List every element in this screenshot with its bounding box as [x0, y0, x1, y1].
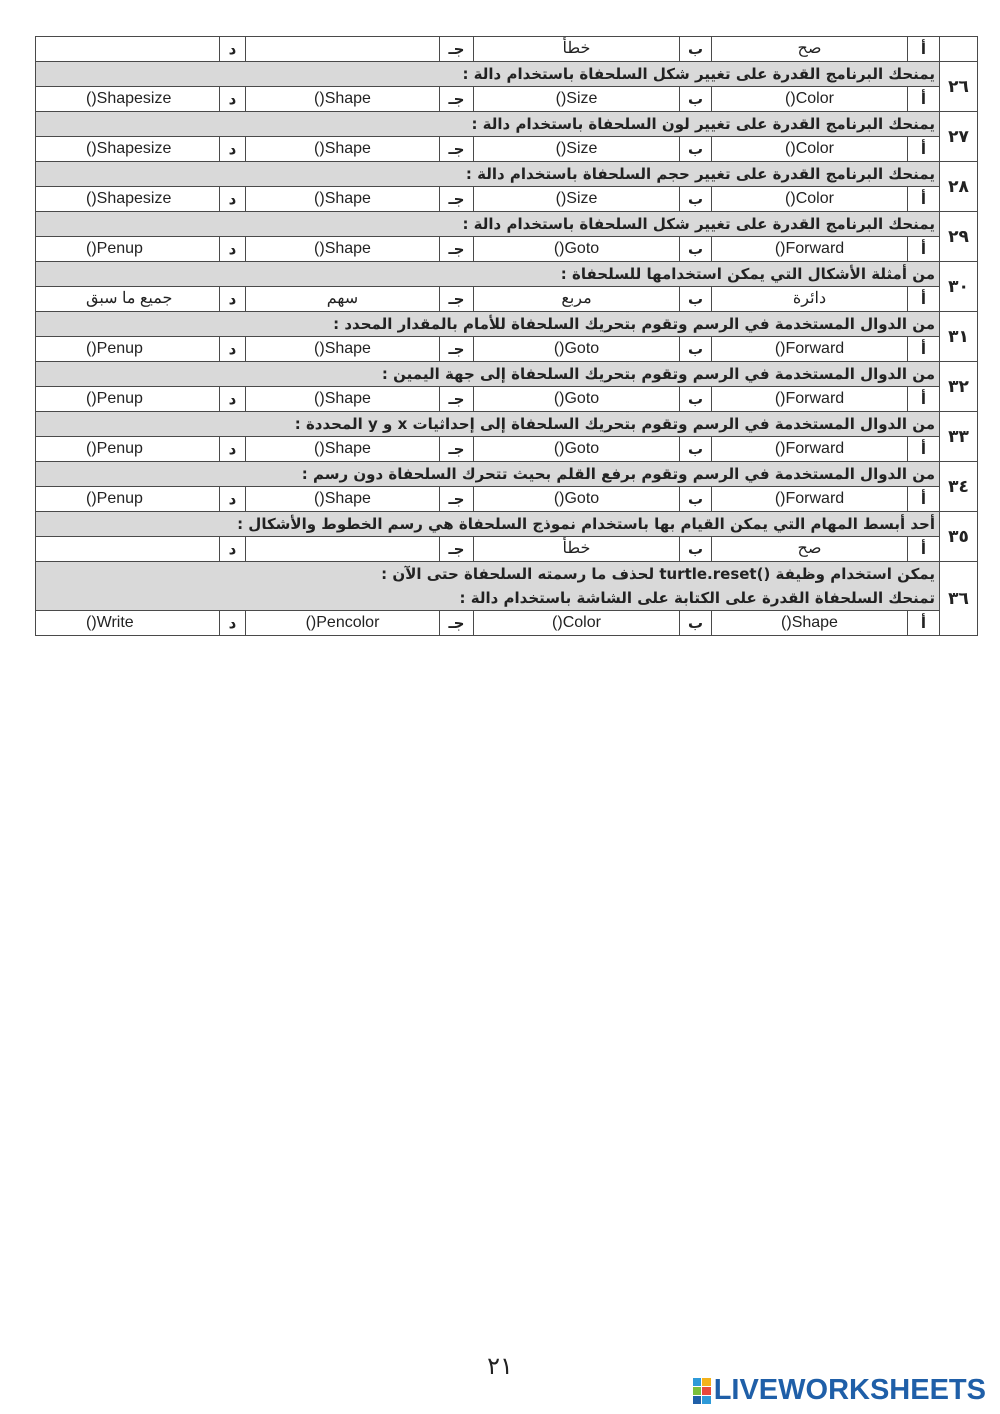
- option-label-a: أ: [908, 87, 940, 112]
- option-label-a: أ: [908, 187, 940, 212]
- option-label-a: أ: [908, 487, 940, 512]
- options-row: [36, 437, 978, 462]
- question-number: ٣٤: [940, 462, 978, 512]
- question-row: [36, 412, 978, 437]
- option-d[interactable]: Write(): [36, 611, 220, 636]
- question-number: [940, 37, 978, 62]
- options-row: [36, 337, 978, 362]
- question-text-line: تمنحك السلحفاة القدرة على الكتابة على الشاشة باستخدام دالة :: [459, 589, 935, 607]
- option-label-b: ب: [680, 187, 712, 212]
- option-c[interactable]: Shape(): [246, 187, 440, 212]
- options-row: [36, 87, 978, 112]
- option-c[interactable]: Shape(): [246, 387, 440, 412]
- question-number: ٣٠: [940, 262, 978, 312]
- liveworksheets-logo-icon: [693, 1378, 711, 1404]
- options-row: [36, 487, 978, 512]
- option-c[interactable]: Shape(): [246, 487, 440, 512]
- question-row: [36, 312, 978, 337]
- option-label-d: د: [220, 487, 246, 512]
- option-label-c: جـ: [440, 37, 474, 62]
- options-row: [36, 611, 978, 636]
- question-text: [36, 162, 940, 187]
- question-text: [36, 212, 940, 237]
- option-label-d: د: [220, 187, 246, 212]
- option-label-c: جـ: [440, 611, 474, 636]
- question-row: [36, 362, 978, 387]
- question-number: ٢٧: [940, 112, 978, 162]
- option-c[interactable]: سهم: [246, 287, 440, 312]
- option-d[interactable]: Penup(): [36, 437, 220, 462]
- question-row: [36, 62, 978, 87]
- option-label-a: أ: [908, 37, 940, 62]
- option-d[interactable]: Penup(): [36, 387, 220, 412]
- option-d[interactable]: Shapesize(): [36, 87, 220, 112]
- option-d[interactable]: Shapesize(): [36, 187, 220, 212]
- option-b[interactable]: Goto(): [474, 487, 680, 512]
- option-a[interactable]: Forward(): [712, 487, 908, 512]
- option-label-d: د: [220, 237, 246, 262]
- option-b[interactable]: Size(): [474, 137, 680, 162]
- question-text: [36, 62, 940, 87]
- question-text-line: يمنحك البرنامج القدرة على تغيير شكل السلحفاة باستخدام دالة :: [462, 65, 935, 83]
- question-number: ٣٦: [940, 562, 978, 636]
- option-c[interactable]: [246, 37, 440, 62]
- option-label-b: ب: [680, 237, 712, 262]
- question-text: [36, 112, 940, 137]
- option-a[interactable]: صح: [712, 37, 908, 62]
- option-c[interactable]: [246, 537, 440, 562]
- options-row: [36, 537, 978, 562]
- option-label-a: أ: [908, 437, 940, 462]
- option-c[interactable]: Shape(): [246, 87, 440, 112]
- question-row: [36, 512, 978, 537]
- question-row: [36, 112, 978, 137]
- option-label-b: ب: [680, 437, 712, 462]
- option-d[interactable]: [36, 37, 220, 62]
- question-text-line: من الدوال المستخدمة في الرسم وتقوم بتحريك السلحفاة إلى جهة اليمين :: [381, 365, 935, 383]
- option-b[interactable]: خطأ: [474, 537, 680, 562]
- option-c[interactable]: Shape(): [246, 437, 440, 462]
- option-c[interactable]: Shape(): [246, 237, 440, 262]
- question-text-line: من الدوال المستخدمة في الرسم وتقوم برفع القلم بحيث تتحرك السلحفاة دون رسم :: [301, 465, 935, 483]
- option-d[interactable]: [36, 537, 220, 562]
- option-label-b: ب: [680, 137, 712, 162]
- option-label-d: د: [220, 437, 246, 462]
- option-label-a: أ: [908, 611, 940, 636]
- option-a[interactable]: Forward(): [712, 437, 908, 462]
- option-label-a: أ: [908, 287, 940, 312]
- question-text-line: يمنحك البرنامج القدرة على تغيير شكل السلحفاة باستخدام دالة :: [462, 215, 935, 233]
- option-d[interactable]: Penup(): [36, 237, 220, 262]
- options-row: [36, 287, 978, 312]
- option-label-d: د: [220, 37, 246, 62]
- option-a[interactable]: دائرة: [712, 287, 908, 312]
- option-label-c: جـ: [440, 487, 474, 512]
- question-row: [36, 562, 978, 611]
- option-label-d: د: [220, 287, 246, 312]
- option-b[interactable]: Size(): [474, 187, 680, 212]
- brand-name: LIVEWORKSHEETS: [713, 1374, 986, 1406]
- option-b[interactable]: Goto(): [474, 387, 680, 412]
- question-row: [36, 462, 978, 487]
- question-number: ٢٨: [940, 162, 978, 212]
- option-label-d: د: [220, 87, 246, 112]
- question-number: ٢٦: [940, 62, 978, 112]
- question-number: ٣٣: [940, 412, 978, 462]
- option-label-c: جـ: [440, 537, 474, 562]
- option-label-d: د: [220, 337, 246, 362]
- option-a[interactable]: Color(): [712, 137, 908, 162]
- option-label-d: د: [220, 611, 246, 636]
- option-b[interactable]: Color(): [474, 611, 680, 636]
- option-b[interactable]: Goto(): [474, 237, 680, 262]
- question-row: [36, 262, 978, 287]
- option-label-c: جـ: [440, 337, 474, 362]
- option-c[interactable]: Shape(): [246, 137, 440, 162]
- question-number: ٣٥: [940, 512, 978, 562]
- question-text-line: من الدوال المستخدمة في الرسم وتقوم بتحريك السلحفاة للأمام بالمقدار المحدد :: [333, 315, 935, 333]
- option-label-c: جـ: [440, 287, 474, 312]
- option-label-b: ب: [680, 337, 712, 362]
- option-label-b: ب: [680, 487, 712, 512]
- option-label-b: ب: [680, 387, 712, 412]
- option-label-b: ب: [680, 537, 712, 562]
- question-text: [36, 512, 940, 537]
- question-text: [36, 362, 940, 387]
- option-label-a: أ: [908, 137, 940, 162]
- option-b[interactable]: Size(): [474, 87, 680, 112]
- option-label-c: جـ: [440, 387, 474, 412]
- question-text: [36, 412, 940, 437]
- option-b[interactable]: Goto(): [474, 337, 680, 362]
- question-text-line: يمنحك البرنامج القدرة على تغيير حجم السلحفاة باستخدام دالة :: [465, 165, 935, 183]
- question-number: ٢٩: [940, 212, 978, 262]
- option-label-b: ب: [680, 87, 712, 112]
- options-row: [36, 387, 978, 412]
- option-label-c: جـ: [440, 437, 474, 462]
- option-label-c: جـ: [440, 187, 474, 212]
- option-label-b: ب: [680, 287, 712, 312]
- question-row: [36, 162, 978, 187]
- option-d[interactable]: Penup(): [36, 337, 220, 362]
- options-row: [36, 237, 978, 262]
- option-label-a: أ: [908, 537, 940, 562]
- option-a[interactable]: Color(): [712, 187, 908, 212]
- option-c[interactable]: Shape(): [246, 337, 440, 362]
- option-a[interactable]: Color(): [712, 87, 908, 112]
- question-text-line: يمنحك البرنامج القدرة على تغيير لون السلحفاة باستخدام دالة :: [471, 115, 935, 133]
- option-b[interactable]: Goto(): [474, 437, 680, 462]
- option-b[interactable]: خطأ: [474, 37, 680, 62]
- question-text: [36, 562, 940, 611]
- option-label-a: أ: [908, 237, 940, 262]
- options-row: [36, 37, 978, 62]
- option-a[interactable]: صح: [712, 537, 908, 562]
- question-text-line: أحد أبسط المهام التي يمكن القيام بها باستخدام نموذج السلحفاة هي رسم الخطوط والأشكال :: [237, 515, 935, 533]
- option-label-d: د: [220, 137, 246, 162]
- option-c[interactable]: Pencolor(): [246, 611, 440, 636]
- option-label-c: جـ: [440, 137, 474, 162]
- option-label-d: د: [220, 387, 246, 412]
- option-a[interactable]: Shape(): [712, 611, 908, 636]
- question-text-line: يمكن استخدام وظيفة ()turtle.reset لحذف ما رسمته السلحفاة حتى الآن :: [381, 565, 935, 583]
- option-label-b: ب: [680, 37, 712, 62]
- question-number: ٣٢: [940, 362, 978, 412]
- question-row: [36, 212, 978, 237]
- option-a[interactable]: Forward(): [712, 387, 908, 412]
- option-d[interactable]: جميع ما سبق: [36, 287, 220, 312]
- option-label-d: د: [220, 537, 246, 562]
- question-text: [36, 262, 940, 287]
- option-label-c: جـ: [440, 87, 474, 112]
- question-text-line: من أمثلة الأشكال التي يمكن استخدامها للسلحفاة :: [560, 265, 935, 283]
- option-d[interactable]: Shapesize(): [36, 137, 220, 162]
- liveworksheets-brand: [693, 1374, 986, 1407]
- option-a[interactable]: Forward(): [712, 237, 908, 262]
- worksheet-table: [35, 36, 978, 636]
- options-row: [36, 187, 978, 212]
- question-text: [36, 462, 940, 487]
- option-d[interactable]: Penup(): [36, 487, 220, 512]
- option-label-b: ب: [680, 611, 712, 636]
- question-text: [36, 312, 940, 337]
- page-number: ٢١: [487, 1352, 513, 1380]
- option-a[interactable]: Forward(): [712, 337, 908, 362]
- option-label-c: جـ: [440, 237, 474, 262]
- option-label-a: أ: [908, 337, 940, 362]
- option-label-a: أ: [908, 387, 940, 412]
- question-text-line: من الدوال المستخدمة في الرسم وتقوم بتحريك السلحفاة إلى إحداثيات x و y المحددة :: [294, 415, 935, 433]
- options-row: [36, 137, 978, 162]
- question-number: ٣١: [940, 312, 978, 362]
- option-b[interactable]: مربع: [474, 287, 680, 312]
